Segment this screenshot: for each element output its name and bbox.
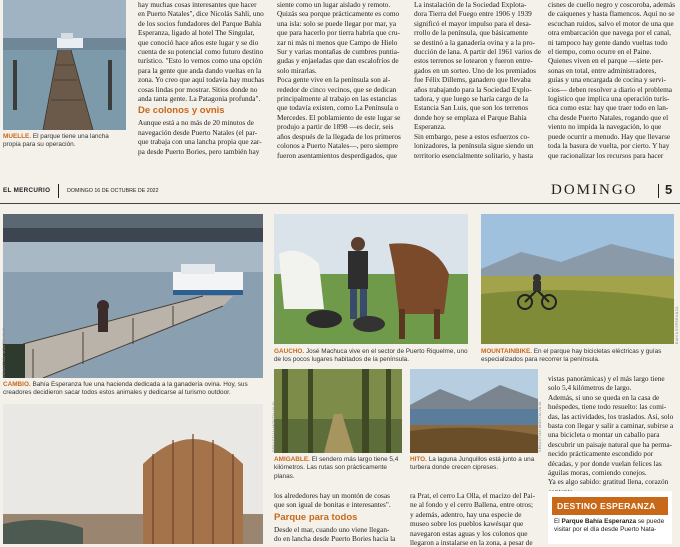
- text-line: los alrededores hay un montón de cosas: [274, 491, 390, 500]
- text-line: Estancia San Luis, que son los terrenos: [414, 103, 529, 113]
- bottom-column-a: [274, 491, 402, 544]
- page-number: 5: [665, 182, 673, 197]
- text-line: solo 5,4 kilómetros de largo.: [548, 383, 632, 393]
- text-line: cisnes de cuello negro y coscoroba, además: [548, 0, 676, 9]
- muelle-photo: [3, 0, 126, 130]
- text-line: turístico. "Esto lo vemos como una opción: [138, 56, 262, 66]
- text-line: museo sobre los pueblos kawésqar que: [410, 519, 524, 529]
- bottom-column-b: [410, 491, 540, 547]
- text-line: Mercedes. El poblamiento de este lugar se: [277, 112, 401, 122]
- text-line: cios— deben resolver a diario el problema: [548, 84, 673, 94]
- top-column-2: [277, 0, 407, 160]
- text-line: lonizadores, la península sigue siendo un: [414, 141, 534, 151]
- subhead-colonos: De colonos y ovnis: [138, 105, 225, 117]
- text-line: donde hoy se emplaza el Parque Bahía: [414, 112, 527, 122]
- text-line: cha desde Puerto Natales, rogando que el: [548, 112, 669, 122]
- top-column-4: [548, 0, 676, 160]
- text-line: cuenta de su potencial como futuro destino: [138, 47, 264, 57]
- text-line: se destinó a la ganadería ovina y a la pro-: [414, 37, 535, 47]
- caption-amigable: AMIGABLE. El sendero más largo tiene 5,4 kilómetros. Las rutas son prácticamente planas.: [274, 456, 399, 480]
- text-line: gados en un sorteo. Uno de los premiados: [414, 65, 536, 75]
- text-line: gudas y enjaeladas que dan escalofríos de: [277, 56, 399, 66]
- text-line: Además, si uno se queda en la casa de: [548, 392, 660, 402]
- text-line: y además, adentro, hay una especie de: [410, 509, 522, 519]
- destino-text: El Parque Bahía Esperanza se puede visitar por el día desde Puerto Nata-: [554, 518, 665, 534]
- cambio-photo: [3, 214, 263, 378]
- text-line: en Puerto Natales", dice Nicolás Sahli, uno: [138, 9, 264, 19]
- text-line: significó el mayor impulso para el desa-: [414, 18, 532, 28]
- text-line: Quienes viven en el parque —siete per-: [548, 56, 664, 66]
- text-line: puede ocurrir a menudo. Hay que llevarse: [548, 131, 671, 141]
- text-line: Ya es algo sabido: gratitud llena, corazón: [548, 477, 669, 487]
- mountainbike-photo: [481, 214, 674, 344]
- text-line: anda tanta gente. La Patagonia profunda".: [138, 94, 261, 104]
- text-line: descubrir un paisaje natural que ha perma-: [548, 439, 672, 449]
- text-line: Desde el mar, cuando uno viene llegan-: [274, 524, 390, 534]
- text-line: zona. Yo creo que aquí todavía hay muchas: [138, 75, 265, 85]
- caption-mountainbike: MOUNTAINBIKE. En el parque hay bicicletas eléctricas y guías especializados para recorrer la península.: [481, 348, 662, 364]
- text-line: que trabaja con una lancha propia que zar-: [138, 137, 262, 147]
- text-line: solo mirarlas.: [277, 65, 317, 75]
- destino-title: DESTINO ESPERANZA: [552, 497, 668, 515]
- hito-photo: [410, 369, 538, 453]
- text-line: produjo a partir de 1898 —es decir, seis: [277, 122, 394, 132]
- text-line: toda la basura de vuelta, por cierto. Y hay: [548, 141, 670, 151]
- caption-cambio: CAMBIO. Bahía Esperanza fue una hacienda dedicada a la ganadería ovina. Hoy, sus creadores decidieron sacar todos estos animales y dedicarse al turismo outdoor.: [3, 381, 248, 397]
- gaucho-photo: [274, 214, 468, 344]
- top-col1b-text: [138, 118, 268, 156]
- photo-credit-2: SEBASTIÁN MONTALVA M.: [276, 292, 280, 344]
- text-line: que conoció hace años este lugar y se dio: [138, 37, 259, 47]
- text-line: una bicicleta o montar un caballo para: [548, 430, 660, 440]
- text-line: navegación desde Puerto Natales (el par-: [138, 127, 258, 137]
- text-line: dora Tierra del Fuego entre 1906 y 1939: [414, 9, 532, 19]
- text-line: logístico que implica una operación turís-: [548, 94, 670, 104]
- caption-gaucho: GAUCHO. José Machuca vive en el sector de Puerto Riquelme, uno de los pocos lugares habitados de la península.: [274, 348, 468, 364]
- text-line: do en lancha desde Puerto Bories hacia la: [274, 534, 396, 544]
- text-line: Quizás sea porque prácticamente es como: [277, 9, 400, 19]
- text-line: vistas panorámicas) y el más largo tiene: [548, 374, 665, 383]
- text-line: tadora, y que luego se haría cargo de la: [414, 94, 528, 104]
- text-line: que racionalizar los recursos para hacer: [548, 150, 664, 160]
- text-line: guías y una encargada de cocina y servi-: [548, 75, 666, 85]
- section-name: DOMINGO: [551, 182, 638, 198]
- text-line: otra embarcación que navega por el canal,: [548, 28, 671, 38]
- text-line: Esperanza, ligado al hotel The Singular,: [138, 28, 255, 38]
- text-line: das, las actividades, los traslados. Así, solo: [548, 411, 674, 421]
- text-line: navegaron estas aguas y los colonos que: [410, 528, 528, 538]
- bottom-column-c: [548, 374, 674, 496]
- text-line: años después de la llegada de los primeros: [277, 131, 401, 141]
- text-line: llegaron a instalarse en la zona, a pesar de: [410, 538, 533, 547]
- text-line: estos terrenos se lotearon y fueron entre-: [414, 56, 533, 66]
- text-line: una isla: solo se puede llegar por mar, ya: [277, 18, 397, 28]
- top-column-3: [414, 0, 544, 160]
- text-line: huéspedes, tiene todo resuelto: las comi-: [548, 402, 667, 412]
- photo-credit-4: SEBASTIÁN MONTALVA M.: [272, 400, 276, 452]
- text-line: que para hacerlo por tierra habría que cru-: [277, 28, 400, 38]
- text-line: Poca gente vive en la península son al-: [277, 75, 391, 85]
- text-line: viento no impida la navegación, lo que: [548, 122, 662, 132]
- text-line: de los socios fundadores del Parque Bahía: [138, 18, 262, 28]
- text-line: que son igual de bonitas e interesantes".: [274, 500, 391, 510]
- page-header: [0, 181, 680, 203]
- text-line: rrollo de la península, que básicamente: [414, 28, 528, 38]
- text-line: escuchan ruidos, salvo el motor de una que: [548, 18, 674, 28]
- text-line: ra Prat, el cerro La Olla, el macizo del Pai-: [410, 491, 536, 500]
- text-line: ni tampoco hay gente dando vueltas todo: [548, 37, 668, 47]
- text-line: Aunque está a no más de 20 minutos de: [138, 118, 254, 128]
- text-line: La instalación de la Sociedad Explota-: [414, 0, 527, 9]
- top-col1-text: [138, 0, 268, 103]
- text-line: ducción de lana. A partir del 1961 varios de: [414, 47, 542, 57]
- text-line: Esperanza.: [414, 122, 446, 132]
- photo-credit-5: SEBASTIÁN MONTALVA M.: [538, 400, 542, 452]
- top-column-1: [138, 0, 268, 156]
- text-line: colonos a Puerto Natales—, pero siempre: [277, 141, 399, 151]
- text-line: necido prácticamente escondido por: [548, 449, 654, 459]
- text-line: pa desde Puerto Bories, pero también hay: [138, 146, 260, 156]
- header-rule: [0, 203, 680, 204]
- text-line: para la gente que anda dando vueltas en la: [138, 65, 262, 75]
- header-divider-2: [658, 184, 659, 198]
- text-line: fueron asentamientos desperdigados, que: [277, 150, 397, 160]
- destino-box: [548, 491, 672, 544]
- header-date: DOMINGO 16 DE OCTUBRE DE 2022: [67, 188, 159, 194]
- text-line: Sin embargo, pese a estos esfuerzos co-: [414, 131, 530, 141]
- text-line: que todavía existen, como La Península o: [277, 103, 399, 113]
- text-line: rededor de cinco vecinos, que se dedican: [277, 84, 397, 94]
- text-line: de caiquenes y hasta flamencos. Aquí no se: [548, 9, 675, 19]
- text-line: zar ni más ni menos que Campo de Hielo: [277, 37, 398, 47]
- text-line: principalmente al trabajo en las estancias: [277, 94, 397, 104]
- text-line: cosas lindas por mostrar. Sitios donde no: [138, 84, 258, 94]
- text-line: territorio esencialmente solitario, y hasta: [414, 150, 533, 160]
- text-line: fue Félix Dillems, ganadero que llevaba: [414, 75, 531, 85]
- text-line: ne al fondo y el cerro Ballena, entre otros;: [410, 500, 533, 510]
- header-divider: [58, 184, 59, 198]
- text-line: décadas, y por donde vuelan felices las: [548, 458, 662, 468]
- caption-muelle: MUELLE. El parque tiene una lancha propia para su operación.: [3, 133, 109, 149]
- photo-credit-3: BAHÍA ESPERANZA: [675, 306, 679, 344]
- text-line: sonas en total, entre administradores,: [548, 65, 657, 75]
- text-line: el tiempo, como ocurre en el Paine.: [548, 47, 652, 57]
- caption-hito: HITO. La laguna Junquillos está junto a una turbera donde crecen cipreses.: [410, 456, 535, 472]
- text-line: siente como un lugar aislado y remoto.: [277, 0, 391, 9]
- brand-logo: EL MERCURIO: [3, 187, 51, 194]
- subhead-parque: Parque para todos: [274, 511, 358, 523]
- boat-shed-photo: [3, 404, 263, 544]
- text-line: hay muchas cosas interesantes que hacer: [138, 0, 257, 9]
- text-line: años trabajando para la Sociedad Explo-: [414, 84, 532, 94]
- photo-credit-1: SEBASTIÁN MONTALVA M.: [2, 326, 6, 378]
- amigable-photo: [274, 369, 402, 453]
- text-line: Sur y varias montañas de cumbres puntia-: [277, 47, 400, 57]
- text-line: tica como esta: hay que traer todo en lan-: [548, 103, 669, 113]
- text-line: basta con llegar y salir a caminar, subirse a: [548, 421, 674, 431]
- text-line: águilas moras, comiendo conejos.: [548, 468, 647, 478]
